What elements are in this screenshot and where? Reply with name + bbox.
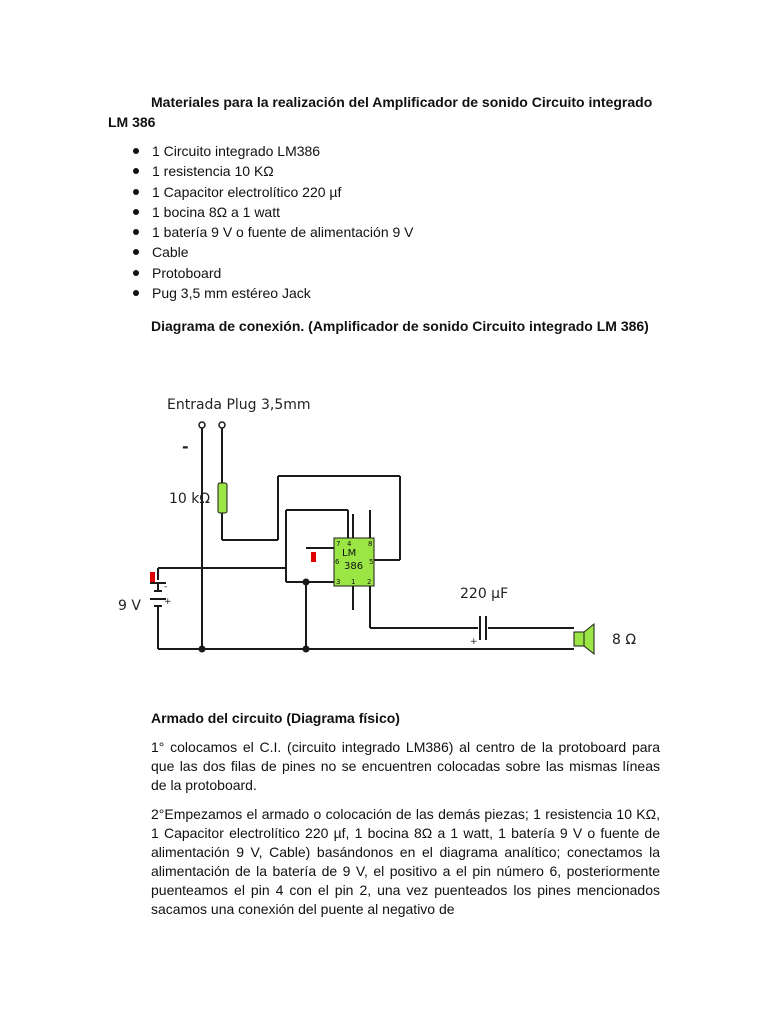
jack-terminal-icon <box>219 422 225 428</box>
battery-marker-icon <box>150 572 155 582</box>
battery-plus-label: + <box>164 597 172 607</box>
list-item: Cable <box>108 242 414 262</box>
ic-marker-icon <box>311 552 316 562</box>
capacitor-plus-label: + <box>470 637 478 647</box>
speaker-label: 8 Ω <box>612 632 637 648</box>
paragraph-step-2: 2°Empezamos el armado o colocación de las demás piezas; 1 resistencia 10 KΩ, 1 Capacitor electrolítico 220 µf, 1 bocina 8Ω a 1 watt, 1 batería 9 V o fuente de alimentación 9 V, Cable) basándonos en el diagrama analítico; conectamos la alimentación de la batería de 9 V, el positivo a el pin número 6, posteriormente puenteamos el pin 4 con el pin 2, una vez puenteados los pines mencionados sacamos una conexión del puente al negativo de <box>151 806 660 917</box>
ic-label-line2: 386 <box>344 561 364 572</box>
paragraph-step-1: 1° colocamos el C.I. (circuito integrado LM386) al centro de la protoboard para que las dos filas de pines no se encuentren colocadas sobre las mismas líneas de la protoboard. <box>151 739 660 793</box>
battery-label: 9 V <box>118 598 141 614</box>
jack-terminal-icon <box>199 422 205 428</box>
list-item: 1 bocina 8Ω a 1 watt <box>108 202 414 222</box>
capacitor-icon <box>480 616 486 640</box>
ic-label-line1: LM <box>342 548 357 559</box>
ic-pin-1: 1 <box>351 578 356 586</box>
ic-pin-2: 2 <box>367 578 372 586</box>
materials-list <box>108 141 414 303</box>
materials-heading: Materiales para la realización del Amplificador de sonido Circuito integrado LM 386 <box>108 94 653 130</box>
resistor-icon <box>218 483 227 513</box>
ic-pin-5: 5 <box>369 558 374 566</box>
assembly-heading: Armado del circuito (Diagrama físico) <box>151 710 400 726</box>
circuit-diagram <box>100 388 660 678</box>
ic-pin-3: 3 <box>336 578 341 586</box>
resistor-label: 10 kΩ <box>169 491 211 507</box>
input-minus-label: - <box>182 437 189 456</box>
battery-minus-label: - <box>164 582 168 592</box>
list-item: 1 Capacitor electrolítico 220 µf <box>108 182 414 202</box>
ic-pin-6: 6 <box>335 558 340 566</box>
list-item: Pug 3,5 mm estéreo Jack <box>108 283 414 303</box>
ic-pin-4: 4 <box>347 540 352 548</box>
list-item: 1 batería 9 V o fuente de alimentación 9 V <box>108 222 414 242</box>
list-item: 1 resistencia 10 KΩ <box>108 161 414 181</box>
ic-pin-7: 7 <box>336 540 341 548</box>
list-item: 1 Circuito integrado LM386 <box>108 141 414 161</box>
speaker-icon <box>574 624 594 654</box>
capacitor-label: 220 µF <box>460 586 509 602</box>
input-label: Entrada Plug 3,5mm <box>167 397 311 413</box>
list-item: Protoboard <box>108 263 414 283</box>
ic-pin-8: 8 <box>368 540 373 548</box>
junction-dots <box>199 579 310 653</box>
diagram-heading: Diagrama de conexión. (Amplificador de sonido Circuito integrado LM 386) <box>151 318 649 334</box>
